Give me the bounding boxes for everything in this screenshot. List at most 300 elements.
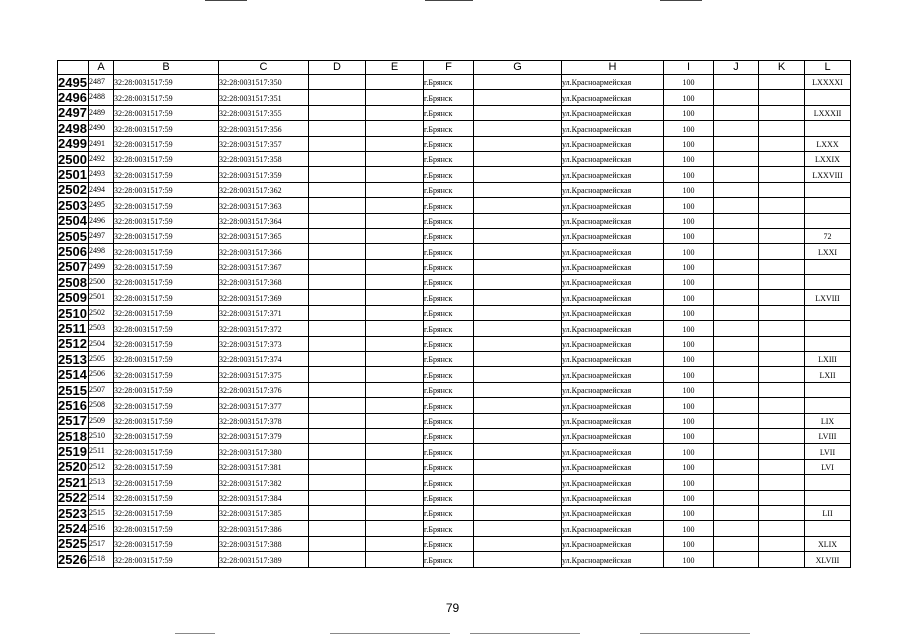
cell-c[interactable]: 32:28:0031517:386 <box>219 521 309 536</box>
cell-f[interactable]: г.Брянск <box>424 290 474 305</box>
cell-g[interactable] <box>474 367 562 382</box>
cell-k[interactable] <box>759 90 805 105</box>
cell-j[interactable] <box>714 259 759 274</box>
cell-f[interactable]: г.Брянск <box>424 521 474 536</box>
cell-i[interactable]: 100 <box>664 105 714 120</box>
cell-c[interactable]: 32:28:0031517:380 <box>219 444 309 459</box>
cell-h[interactable]: ул.Красноармейская <box>562 305 664 320</box>
row-number[interactable]: 2501 <box>58 167 87 183</box>
cell-i[interactable]: 100 <box>664 459 714 474</box>
cell-k[interactable] <box>759 151 805 166</box>
cell-j[interactable] <box>714 505 759 520</box>
cell-f[interactable]: г.Брянск <box>424 444 474 459</box>
cell-k[interactable] <box>759 167 805 182</box>
row-number[interactable]: 2507 <box>58 259 87 275</box>
cell-a[interactable]: 2500 <box>89 275 114 290</box>
cell-i[interactable]: 100 <box>664 475 714 490</box>
cell-h[interactable]: ул.Красноармейская <box>562 444 664 459</box>
cell-k[interactable] <box>759 244 805 259</box>
cell-a[interactable]: 2487 <box>89 75 114 90</box>
cell-i[interactable]: 100 <box>664 367 714 382</box>
cell-d[interactable] <box>309 228 366 243</box>
cell-g[interactable] <box>474 475 562 490</box>
cell-e[interactable] <box>366 121 424 136</box>
cell-c[interactable]: 32:28:0031517:377 <box>219 398 309 413</box>
cell-i[interactable]: 100 <box>664 352 714 367</box>
cell-d[interactable] <box>309 490 366 505</box>
cell-a[interactable]: 2503 <box>89 321 114 336</box>
cell-f[interactable]: г.Брянск <box>424 182 474 197</box>
cell-e[interactable] <box>366 275 424 290</box>
cell-j[interactable] <box>714 136 759 151</box>
cell-c[interactable]: 32:28:0031517:355 <box>219 105 309 120</box>
cell-h[interactable]: ул.Красноармейская <box>562 367 664 382</box>
cell-l[interactable]: XLIX <box>805 536 851 551</box>
cell-i[interactable]: 100 <box>664 136 714 151</box>
cell-c[interactable]: 32:28:0031517:365 <box>219 228 309 243</box>
cell-k[interactable] <box>759 367 805 382</box>
cell-a[interactable]: 2490 <box>89 121 114 136</box>
cell-d[interactable] <box>309 382 366 397</box>
cell-e[interactable] <box>366 228 424 243</box>
row-number[interactable]: 2513 <box>58 351 87 367</box>
cell-j[interactable] <box>714 490 759 505</box>
cell-l[interactable] <box>805 121 851 136</box>
row-number[interactable]: 2499 <box>58 136 87 152</box>
cell-d[interactable] <box>309 75 366 90</box>
cell-a[interactable]: 2489 <box>89 105 114 120</box>
cell-a[interactable]: 2494 <box>89 182 114 197</box>
cell-h[interactable]: ул.Красноармейская <box>562 336 664 351</box>
cell-h[interactable]: ул.Красноармейская <box>562 105 664 120</box>
cell-d[interactable] <box>309 398 366 413</box>
cell-j[interactable] <box>714 398 759 413</box>
cell-j[interactable] <box>714 198 759 213</box>
cell-a[interactable]: 2513 <box>89 475 114 490</box>
cell-a[interactable]: 2518 <box>89 552 114 567</box>
cell-l[interactable]: LXXIX <box>805 151 851 166</box>
cell-g[interactable] <box>474 198 562 213</box>
cell-e[interactable] <box>366 552 424 567</box>
cell-i[interactable]: 100 <box>664 228 714 243</box>
cell-i[interactable]: 100 <box>664 151 714 166</box>
row-number[interactable]: 2495 <box>58 74 87 90</box>
cell-g[interactable] <box>474 336 562 351</box>
cell-b[interactable]: 32:28:0031517:59 <box>114 428 219 443</box>
cell-j[interactable] <box>714 536 759 551</box>
cell-c[interactable]: 32:28:0031517:382 <box>219 475 309 490</box>
cell-h[interactable]: ул.Красноармейская <box>562 459 664 474</box>
cell-l[interactable] <box>805 398 851 413</box>
row-number[interactable]: 2516 <box>58 397 87 413</box>
row-number[interactable]: 2526 <box>58 551 87 567</box>
cell-d[interactable] <box>309 552 366 567</box>
cell-j[interactable] <box>714 367 759 382</box>
cell-j[interactable] <box>714 228 759 243</box>
cell-k[interactable] <box>759 228 805 243</box>
cell-l[interactable] <box>805 382 851 397</box>
cell-a[interactable]: 2498 <box>89 244 114 259</box>
cell-a[interactable]: 2492 <box>89 151 114 166</box>
row-number[interactable]: 2512 <box>58 336 87 352</box>
cell-l[interactable]: LXVIII <box>805 290 851 305</box>
cell-e[interactable] <box>366 90 424 105</box>
cell-g[interactable] <box>474 382 562 397</box>
cell-l[interactable] <box>805 275 851 290</box>
cell-k[interactable] <box>759 305 805 320</box>
cell-e[interactable] <box>366 105 424 120</box>
cell-d[interactable] <box>309 244 366 259</box>
cell-i[interactable]: 100 <box>664 336 714 351</box>
cell-c[interactable]: 32:28:0031517:376 <box>219 382 309 397</box>
cell-j[interactable] <box>714 382 759 397</box>
cell-a[interactable]: 2496 <box>89 213 114 228</box>
cell-l[interactable] <box>805 490 851 505</box>
cell-f[interactable]: г.Брянск <box>424 552 474 567</box>
cell-f[interactable]: г.Брянск <box>424 75 474 90</box>
cell-j[interactable] <box>714 151 759 166</box>
cell-g[interactable] <box>474 428 562 443</box>
cell-l[interactable]: XLVIII <box>805 552 851 567</box>
cell-g[interactable] <box>474 244 562 259</box>
cell-f[interactable]: г.Брянск <box>424 275 474 290</box>
cell-k[interactable] <box>759 352 805 367</box>
cell-f[interactable]: г.Брянск <box>424 352 474 367</box>
cell-j[interactable] <box>714 552 759 567</box>
cell-i[interactable]: 100 <box>664 90 714 105</box>
cell-f[interactable]: г.Брянск <box>424 536 474 551</box>
cell-f[interactable]: г.Брянск <box>424 244 474 259</box>
cell-k[interactable] <box>759 105 805 120</box>
cell-h[interactable]: ул.Красноармейская <box>562 244 664 259</box>
cell-b[interactable]: 32:28:0031517:59 <box>114 75 219 90</box>
row-number[interactable]: 2517 <box>58 413 87 429</box>
cell-l[interactable] <box>805 521 851 536</box>
cell-k[interactable] <box>759 444 805 459</box>
cell-i[interactable]: 100 <box>664 382 714 397</box>
cell-b[interactable]: 32:28:0031517:59 <box>114 259 219 274</box>
cell-a[interactable]: 2514 <box>89 490 114 505</box>
cell-g[interactable] <box>474 521 562 536</box>
row-number[interactable]: 2497 <box>58 105 87 121</box>
cell-e[interactable] <box>366 490 424 505</box>
cell-f[interactable]: г.Брянск <box>424 105 474 120</box>
cell-g[interactable] <box>474 413 562 428</box>
cell-h[interactable]: ул.Красноармейская <box>562 259 664 274</box>
cell-d[interactable] <box>309 336 366 351</box>
cell-i[interactable]: 100 <box>664 413 714 428</box>
cell-c[interactable]: 32:28:0031517:356 <box>219 121 309 136</box>
cell-b[interactable]: 32:28:0031517:59 <box>114 505 219 520</box>
cell-j[interactable] <box>714 336 759 351</box>
cell-d[interactable] <box>309 352 366 367</box>
cell-c[interactable]: 32:28:0031517:385 <box>219 505 309 520</box>
cell-d[interactable] <box>309 198 366 213</box>
cell-b[interactable]: 32:28:0031517:59 <box>114 275 219 290</box>
cell-k[interactable] <box>759 259 805 274</box>
cell-j[interactable] <box>714 213 759 228</box>
cell-f[interactable]: г.Брянск <box>424 428 474 443</box>
cell-h[interactable]: ул.Красноармейская <box>562 75 664 90</box>
cell-c[interactable]: 32:28:0031517:362 <box>219 182 309 197</box>
cell-c[interactable]: 32:28:0031517:351 <box>219 90 309 105</box>
cell-h[interactable]: ул.Красноармейская <box>562 167 664 182</box>
cell-l[interactable]: LVI <box>805 459 851 474</box>
cell-i[interactable]: 100 <box>664 198 714 213</box>
cell-i[interactable]: 100 <box>664 444 714 459</box>
cell-f[interactable]: г.Брянск <box>424 151 474 166</box>
cell-f[interactable]: г.Брянск <box>424 413 474 428</box>
cell-b[interactable]: 32:28:0031517:59 <box>114 321 219 336</box>
cell-c[interactable]: 32:28:0031517:367 <box>219 259 309 274</box>
cell-d[interactable] <box>309 151 366 166</box>
cell-d[interactable] <box>309 182 366 197</box>
cell-j[interactable] <box>714 90 759 105</box>
cell-l[interactable]: LVII <box>805 444 851 459</box>
cell-l[interactable]: 72 <box>805 228 851 243</box>
cell-g[interactable] <box>474 505 562 520</box>
cell-k[interactable] <box>759 213 805 228</box>
cell-a[interactable]: 2497 <box>89 228 114 243</box>
cell-d[interactable] <box>309 167 366 182</box>
cell-b[interactable]: 32:28:0031517:59 <box>114 290 219 305</box>
cell-c[interactable]: 32:28:0031517:375 <box>219 367 309 382</box>
cell-e[interactable] <box>366 136 424 151</box>
cell-h[interactable]: ул.Красноармейская <box>562 475 664 490</box>
cell-c[interactable]: 32:28:0031517:384 <box>219 490 309 505</box>
cell-b[interactable]: 32:28:0031517:59 <box>114 305 219 320</box>
cell-k[interactable] <box>759 275 805 290</box>
cell-b[interactable]: 32:28:0031517:59 <box>114 228 219 243</box>
cell-h[interactable]: ул.Красноармейская <box>562 90 664 105</box>
cell-f[interactable]: г.Брянск <box>424 136 474 151</box>
cell-l[interactable]: LXXXII <box>805 105 851 120</box>
row-number[interactable]: 2522 <box>58 490 87 506</box>
cell-j[interactable] <box>714 290 759 305</box>
cell-f[interactable]: г.Брянск <box>424 228 474 243</box>
cell-j[interactable] <box>714 105 759 120</box>
cell-g[interactable] <box>474 136 562 151</box>
cell-h[interactable]: ул.Красноармейская <box>562 552 664 567</box>
cell-d[interactable] <box>309 121 366 136</box>
cell-b[interactable]: 32:28:0031517:59 <box>114 105 219 120</box>
cell-b[interactable]: 32:28:0031517:59 <box>114 182 219 197</box>
row-number[interactable]: 2520 <box>58 459 87 475</box>
cell-l[interactable]: LXII <box>805 367 851 382</box>
cell-f[interactable]: г.Брянск <box>424 336 474 351</box>
cell-a[interactable]: 2510 <box>89 428 114 443</box>
cell-b[interactable]: 32:28:0031517:59 <box>114 244 219 259</box>
cell-b[interactable]: 32:28:0031517:59 <box>114 413 219 428</box>
cell-k[interactable] <box>759 398 805 413</box>
cell-d[interactable] <box>309 475 366 490</box>
cell-a[interactable]: 2493 <box>89 167 114 182</box>
cell-c[interactable]: 32:28:0031517:381 <box>219 459 309 474</box>
cell-k[interactable] <box>759 552 805 567</box>
cell-l[interactable] <box>805 321 851 336</box>
cell-f[interactable]: г.Брянск <box>424 459 474 474</box>
cell-a[interactable]: 2512 <box>89 459 114 474</box>
cell-a[interactable]: 2515 <box>89 505 114 520</box>
cell-l[interactable]: LXIII <box>805 352 851 367</box>
cell-f[interactable]: г.Брянск <box>424 382 474 397</box>
cell-j[interactable] <box>714 428 759 443</box>
cell-f[interactable]: г.Брянск <box>424 167 474 182</box>
cell-d[interactable] <box>309 305 366 320</box>
cell-j[interactable] <box>714 167 759 182</box>
cell-h[interactable]: ул.Красноармейская <box>562 413 664 428</box>
cell-h[interactable]: ул.Красноармейская <box>562 136 664 151</box>
cell-b[interactable]: 32:28:0031517:59 <box>114 536 219 551</box>
cell-j[interactable] <box>714 244 759 259</box>
cell-c[interactable]: 32:28:0031517:388 <box>219 536 309 551</box>
cell-a[interactable]: 2516 <box>89 521 114 536</box>
cell-k[interactable] <box>759 413 805 428</box>
cell-a[interactable]: 2506 <box>89 367 114 382</box>
cell-a[interactable]: 2491 <box>89 136 114 151</box>
cell-h[interactable]: ул.Красноармейская <box>562 505 664 520</box>
cell-k[interactable] <box>759 121 805 136</box>
cell-b[interactable]: 32:28:0031517:59 <box>114 167 219 182</box>
cell-b[interactable]: 32:28:0031517:59 <box>114 136 219 151</box>
row-number[interactable]: 2514 <box>58 367 87 383</box>
cell-g[interactable] <box>474 459 562 474</box>
cell-e[interactable] <box>366 305 424 320</box>
cell-e[interactable] <box>366 413 424 428</box>
cell-i[interactable]: 100 <box>664 275 714 290</box>
row-number[interactable]: 2508 <box>58 274 87 290</box>
cell-i[interactable]: 100 <box>664 213 714 228</box>
cell-g[interactable] <box>474 275 562 290</box>
cell-j[interactable] <box>714 444 759 459</box>
cell-b[interactable]: 32:28:0031517:59 <box>114 490 219 505</box>
cell-e[interactable] <box>366 244 424 259</box>
cell-c[interactable]: 32:28:0031517:372 <box>219 321 309 336</box>
cell-i[interactable]: 100 <box>664 121 714 136</box>
row-number[interactable]: 2502 <box>58 182 87 198</box>
cell-g[interactable] <box>474 151 562 166</box>
cell-e[interactable] <box>366 536 424 551</box>
cell-j[interactable] <box>714 321 759 336</box>
cell-k[interactable] <box>759 336 805 351</box>
cell-b[interactable]: 32:28:0031517:59 <box>114 475 219 490</box>
cell-b[interactable]: 32:28:0031517:59 <box>114 198 219 213</box>
cell-j[interactable] <box>714 75 759 90</box>
row-number[interactable]: 2525 <box>58 536 87 552</box>
cell-d[interactable] <box>309 505 366 520</box>
row-number[interactable]: 2500 <box>58 151 87 167</box>
cell-h[interactable]: ул.Красноармейская <box>562 213 664 228</box>
cell-c[interactable]: 32:28:0031517:350 <box>219 75 309 90</box>
cell-e[interactable] <box>366 198 424 213</box>
cell-k[interactable] <box>759 290 805 305</box>
cell-d[interactable] <box>309 321 366 336</box>
cell-d[interactable] <box>309 444 366 459</box>
cell-h[interactable]: ул.Красноармейская <box>562 121 664 136</box>
cell-j[interactable] <box>714 352 759 367</box>
cell-i[interactable]: 100 <box>664 505 714 520</box>
cell-b[interactable]: 32:28:0031517:59 <box>114 552 219 567</box>
cell-j[interactable] <box>714 459 759 474</box>
cell-c[interactable]: 32:28:0031517:358 <box>219 151 309 166</box>
cell-f[interactable]: г.Брянск <box>424 305 474 320</box>
cell-c[interactable]: 32:28:0031517:368 <box>219 275 309 290</box>
cell-f[interactable]: г.Брянск <box>424 505 474 520</box>
cell-h[interactable]: ул.Красноармейская <box>562 228 664 243</box>
cell-i[interactable]: 100 <box>664 305 714 320</box>
cell-f[interactable]: г.Брянск <box>424 121 474 136</box>
cell-f[interactable]: г.Брянск <box>424 367 474 382</box>
cell-f[interactable]: г.Брянск <box>424 321 474 336</box>
row-number[interactable]: 2503 <box>58 197 87 213</box>
cell-c[interactable]: 32:28:0031517:371 <box>219 305 309 320</box>
cell-e[interactable] <box>366 75 424 90</box>
cell-e[interactable] <box>366 352 424 367</box>
cell-l[interactable] <box>805 305 851 320</box>
cell-d[interactable] <box>309 136 366 151</box>
cell-d[interactable] <box>309 105 366 120</box>
cell-a[interactable]: 2504 <box>89 336 114 351</box>
cell-h[interactable]: ул.Красноармейская <box>562 198 664 213</box>
cell-d[interactable] <box>309 90 366 105</box>
row-number[interactable]: 2511 <box>58 321 89 336</box>
cell-c[interactable]: 32:28:0031517:359 <box>219 167 309 182</box>
cell-c[interactable]: 32:28:0031517:364 <box>219 213 309 228</box>
cell-c[interactable]: 32:28:0031517:378 <box>219 413 309 428</box>
cell-e[interactable] <box>366 367 424 382</box>
cell-l[interactable] <box>805 90 851 105</box>
cell-b[interactable]: 32:28:0031517:59 <box>114 521 219 536</box>
cell-g[interactable] <box>474 305 562 320</box>
cell-l[interactable]: LXXI <box>805 244 851 259</box>
cell-d[interactable] <box>309 290 366 305</box>
cell-a[interactable]: 2507 <box>89 382 114 397</box>
cell-d[interactable] <box>309 521 366 536</box>
cell-g[interactable] <box>474 290 562 305</box>
cell-l[interactable] <box>805 182 851 197</box>
cell-l[interactable] <box>805 198 851 213</box>
cell-k[interactable] <box>759 382 805 397</box>
cell-k[interactable] <box>759 505 805 520</box>
cell-g[interactable] <box>474 105 562 120</box>
cell-g[interactable] <box>474 490 562 505</box>
cell-e[interactable] <box>366 336 424 351</box>
cell-g[interactable] <box>474 444 562 459</box>
cell-g[interactable] <box>474 90 562 105</box>
cell-g[interactable] <box>474 552 562 567</box>
cell-b[interactable]: 32:28:0031517:59 <box>114 444 219 459</box>
cell-j[interactable] <box>714 475 759 490</box>
cell-b[interactable]: 32:28:0031517:59 <box>114 213 219 228</box>
cell-c[interactable]: 32:28:0031517:363 <box>219 198 309 213</box>
cell-e[interactable] <box>366 259 424 274</box>
cell-b[interactable]: 32:28:0031517:59 <box>114 121 219 136</box>
cell-b[interactable]: 32:28:0031517:59 <box>114 459 219 474</box>
cell-h[interactable]: ул.Красноармейская <box>562 352 664 367</box>
cell-a[interactable]: 2488 <box>89 90 114 105</box>
cell-l[interactable]: LXXXXI <box>805 75 851 90</box>
cell-k[interactable] <box>759 536 805 551</box>
cell-k[interactable] <box>759 475 805 490</box>
row-number[interactable]: 2506 <box>58 243 87 259</box>
cell-e[interactable] <box>366 151 424 166</box>
cell-h[interactable]: ул.Красноармейская <box>562 382 664 397</box>
cell-j[interactable] <box>714 305 759 320</box>
cell-j[interactable] <box>714 413 759 428</box>
cell-b[interactable]: 32:28:0031517:59 <box>114 398 219 413</box>
cell-i[interactable]: 100 <box>664 490 714 505</box>
cell-b[interactable]: 32:28:0031517:59 <box>114 90 219 105</box>
